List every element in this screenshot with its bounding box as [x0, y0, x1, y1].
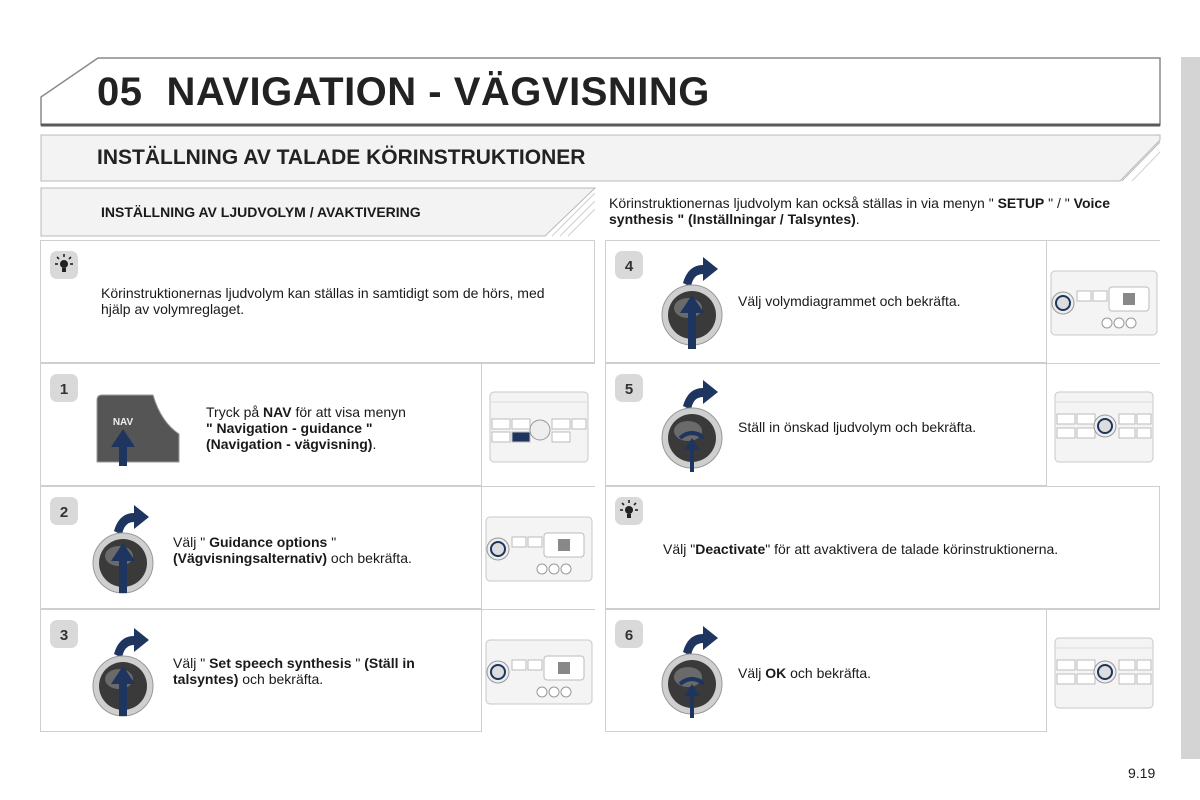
chapter-title: NAVIGATION - VÄGVISNING [166, 70, 710, 114]
subtitle: INSTÄLLNING AV TALADE KÖRINSTRUKTIONER [97, 146, 586, 169]
page-edge-tab [1181, 57, 1200, 759]
step-5-panel [605, 363, 1160, 486]
svg-text:3: 3 [59, 627, 69, 644]
step-2-text: Välj " Guidance options " (Vägvisningsalternativ) och bekräfta. [173, 534, 412, 566]
tip-panel-left [40, 240, 595, 363]
page-number: 9.19 [1128, 765, 1156, 781]
page-title [97, 70, 710, 115]
intro-text-mid: " / " [1044, 195, 1074, 211]
rotary-knob-icon [658, 376, 738, 486]
svg-text:4: 4 [624, 258, 634, 275]
step-1-control-thumbnail [481, 364, 595, 486]
step-1-text: Tryck på NAV för att visa menyn " Navigation - guidance " (Navigation - vägvisning). [206, 404, 406, 452]
step-1-badge [49, 373, 79, 403]
step-6-badge [614, 619, 644, 649]
step-2-control-thumbnail [481, 487, 595, 609]
rotate-arrow-icon [683, 380, 718, 410]
step-4-panel [605, 240, 1160, 363]
control-panel-illustration [1047, 610, 1161, 732]
intro-paren: " (Inställningar / Talsyntes) [673, 211, 856, 227]
lightbulb-icon [614, 496, 644, 526]
rotate-arrow-icon [683, 626, 718, 656]
section-heading: INSTÄLLNING AV LJUDVOLYM / AVAKTIVERING [101, 204, 421, 220]
control-panel-illustration [482, 487, 596, 609]
svg-text:NAV: NAV [112, 417, 134, 428]
step-2-badge [49, 496, 79, 526]
rotary-knob-icon [658, 622, 738, 732]
intro-end: . [855, 211, 860, 227]
svg-text:5: 5 [624, 381, 634, 398]
chapter-number: 05 [97, 70, 143, 114]
step-3-badge [49, 619, 79, 649]
control-panel-illustration [1047, 364, 1161, 486]
step-4-badge [614, 250, 644, 280]
tip-panel-right [605, 486, 1160, 609]
intro-note [609, 195, 1149, 227]
step-3-control-thumbnail [481, 610, 595, 732]
rotary-knob-icon [89, 501, 169, 601]
step-5-control-thumbnail [1046, 364, 1160, 486]
lightbulb-icon [49, 250, 79, 280]
control-panel-illustration [482, 364, 596, 486]
step-5-badge [614, 373, 644, 403]
intro-voice: Voice synthesis [609, 195, 1110, 227]
step-4-text: Välj volymdiagrammet och bekräfta. [738, 293, 961, 309]
rotate-arrow-icon [114, 505, 149, 535]
step-5-text: Ställ in önskad ljudvolym och bekräfta. [738, 419, 977, 435]
rotate-arrow-icon [114, 628, 149, 658]
step-1-panel [40, 363, 595, 486]
tip-left-text: Körinstruktionernas ljudvolym kan ställas in samtidigt som de hörs, med hjälp av volymreglaget. [101, 285, 545, 317]
step-6-control-thumbnail [1046, 610, 1160, 732]
rotary-knob-icon [89, 624, 169, 724]
step-6-panel [605, 609, 1160, 732]
control-panel-illustration [1047, 241, 1161, 363]
step-4-control-thumbnail [1046, 241, 1160, 363]
svg-text:1: 1 [59, 381, 69, 398]
intro-setup: SETUP [997, 195, 1045, 211]
rotary-knob-icon [658, 253, 738, 363]
tip-right-text: Välj "Deactivate" för att avaktivera de talade körinstruktionerna. [663, 541, 1059, 557]
svg-text:2: 2 [59, 504, 69, 521]
rotate-arrow-icon [683, 257, 718, 287]
svg-text:6: 6 [624, 627, 634, 644]
nav-button-icon [93, 392, 183, 472]
control-panel-illustration [482, 610, 596, 732]
step-2-panel [40, 486, 595, 609]
step-3-panel [40, 609, 595, 732]
step-3-text: Välj " Set speech synthesis " (Ställ in talsyntes) och bekräfta. [173, 655, 415, 687]
step-6-text: Välj OK och bekräfta. [738, 665, 872, 681]
intro-text-pre: Körinstruktionernas ljudvolym kan också ställas in via menyn " [609, 195, 998, 211]
